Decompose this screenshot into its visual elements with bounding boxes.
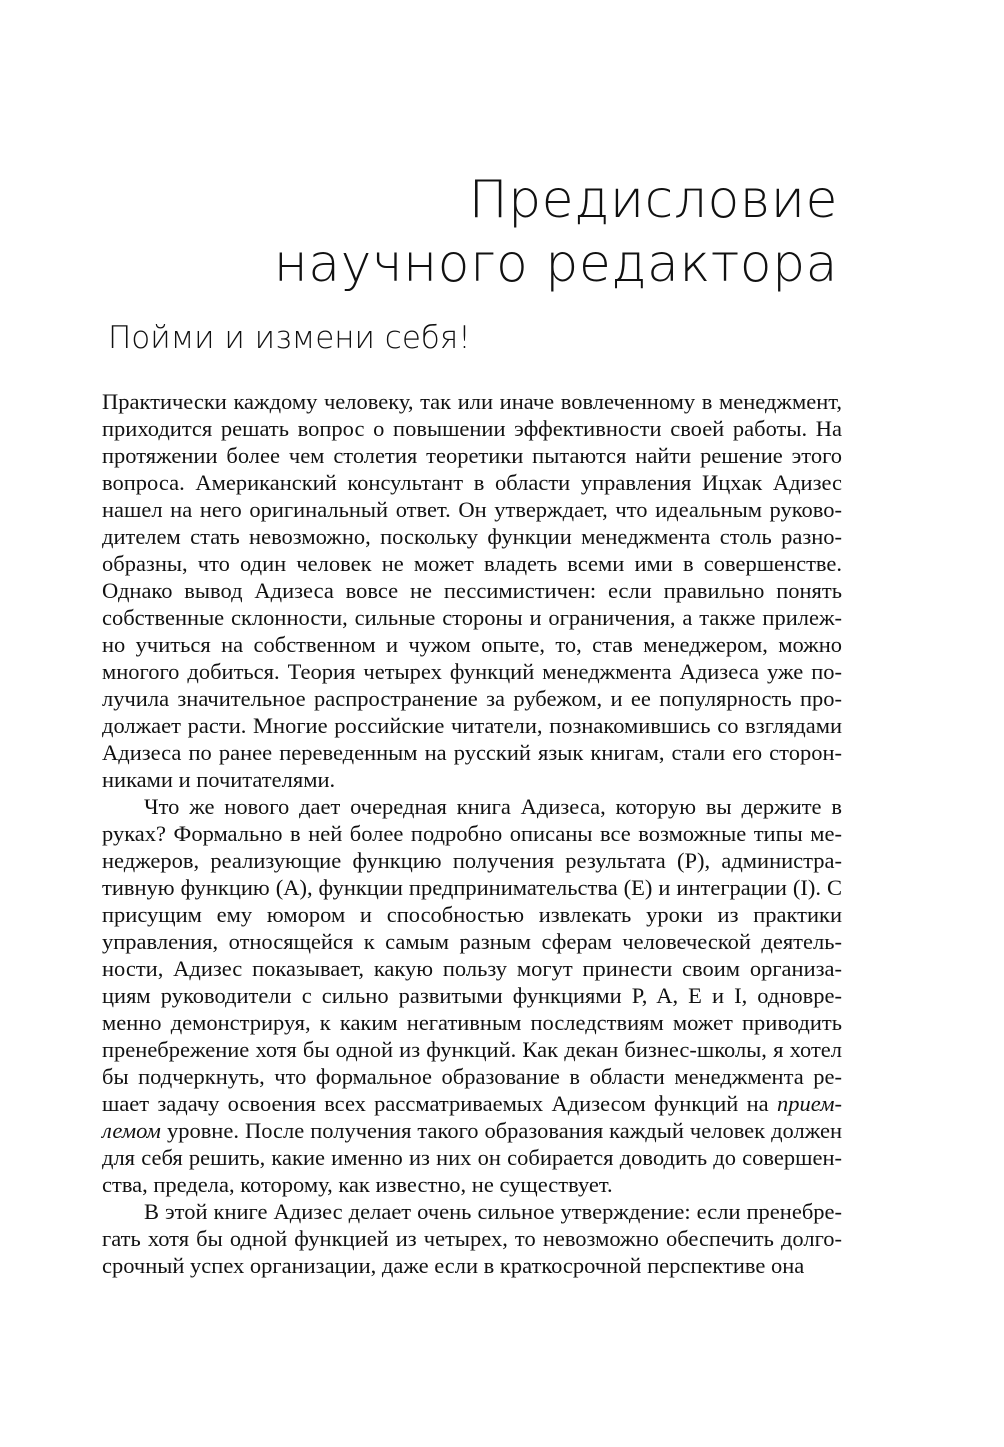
paragraph-3: В этой книге Адизес делает очень сильное утверждение: если пренебрегать хотя бы одной функцией из четырех, то невозможно обеспечить долгосрочный успех организации, даже если в краткосрочной перспективе она bbox=[102, 1199, 842, 1278]
paragraph-2-italic: приемлемом bbox=[102, 1091, 843, 1143]
title-line-1: Предисловие bbox=[468, 170, 838, 230]
paragraph-2 bbox=[102, 793, 842, 1198]
paragraph-1: Практически каждому человеку, так или иначе вовлеченному в менеджмент, приходится решать вопрос о повышении эффективности своей работы. На протяжении более чем столетия теоретики пытаются найти решение этого вопроса. Американский консультант в области управления Ицхак Адизес нашел на него оригинальный ответ. Он утверждает, что идеальным руководителем стать невозможно, поскольку функции менеджмента столь разнообразны, что один человек не может владеть всеми ими в совершенстве. Однако вывод Адизеса вовсе не пессимистичен: если правильно понять собственные склонности, сильные стороны и ограничения, а также прилежно учиться на собственном и чужом опыте, то, став менеджером, можно многого добиться. Теория четырех функций менеджмента Адизеса уже получила значительное распространение за рубежом, и ее популярность продолжает расти. Многие российские читатели, познакомившись со взглядами Адизеса по ранее переведенным на русский язык книгам, стали его сторонниками и почитателями. bbox=[102, 389, 842, 792]
title-line-2: научного редактора bbox=[273, 234, 838, 294]
page-title bbox=[274, 168, 838, 296]
section-subtitle: Пойми и измени себя! bbox=[108, 320, 471, 356]
paragraph-2-text: Что же нового дает очередная книга Адизеса, которую вы держите в руках? Формально в ней более подробно описаны все возможные типы менеджеров, реализующие функцию получения результата (P), административную функцию (A), функции предпринимательства (E) и интеграции (I). С присущим ему юмором и способностью извлекать уроки из практики управления, относящейся к самым разным сферам человеческой деятельности, Адизес показывает, какую пользу могут принести своим организациям руководители с сильно развитыми функциями P, A, E и I, одновременно демонстрируя, к каким негативным последствиям может приводить пренебрежение хотя бы одной из функций. Как декан бизнес-школы, я хотел бы подчеркнуть, что формальное образование в области менеджмента решает задачу освоения всех рассматриваемых Адизесом функций на bbox=[102, 794, 842, 1116]
body-text bbox=[102, 388, 842, 1279]
paragraph-2-rest: уровне. После получения такого образования каждый человек должен для себя решить, какие именно из них он собирается доводить до совершенства, предела, которому, как известно, не существует. bbox=[102, 1118, 843, 1197]
